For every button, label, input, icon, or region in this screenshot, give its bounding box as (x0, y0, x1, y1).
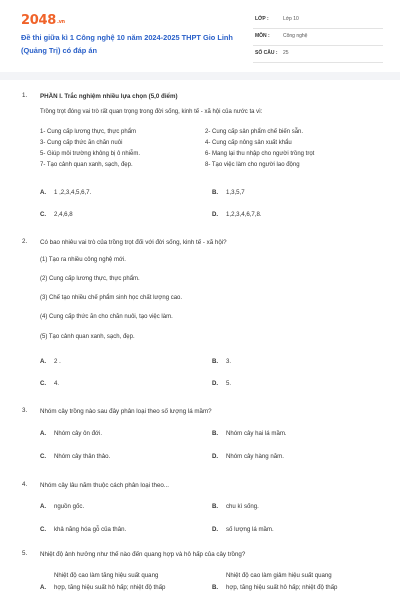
option-a[interactable]: A. 1 ,2,3,4,5,6,7. (40, 189, 92, 196)
option-c[interactable]: C. khả năng hóa gỗ của thân. (40, 526, 127, 533)
option-b[interactable]: B. Nhóm cây hai lá mầm. (212, 430, 287, 437)
document-title: Đề thi giữa kì 1 Công nghệ 10 năm 2024-2025 THPT Gio Linh (Quảng Trị) có đáp án (21, 33, 233, 55)
meta-value: 25 (283, 50, 289, 56)
option-b[interactable]: B. 3. (212, 358, 232, 365)
option-b[interactable]: B. 1,3,5,7 (212, 189, 245, 196)
option-c[interactable]: C. 2,4,6,8 (40, 211, 73, 218)
meta-label: MÔN : (255, 33, 270, 39)
site-logo[interactable]: $2048^{.vn}$ (21, 13, 65, 28)
meta-value: Lớp 10 (283, 16, 299, 22)
meta-label: SỐ CÂU : (255, 50, 278, 56)
page-header (0, 0, 400, 72)
option-a[interactable]: A. 2 . (40, 358, 61, 365)
list-item: 8- Tạo việc làm cho người lao động (205, 162, 300, 168)
list-item: 4- Cung cấp nông sản xuất khẩu (205, 140, 292, 146)
section-title: PHẦN I. Trắc nghiệm nhiều lựa chọn (5,0 điểm) (40, 93, 178, 100)
list-item: 2- Cung cấp sản phẩm chế biến sẵn. (205, 129, 304, 135)
question-number: 3. (22, 407, 28, 414)
question-number: 5. (22, 550, 28, 557)
option-d[interactable]: D. số lượng lá mầm. (212, 526, 274, 533)
list-item: 1- Cung cấp lương thực, thực phẩm (40, 129, 137, 135)
option-a[interactable]: A. nguồn gốc. (40, 503, 85, 510)
option-c[interactable]: C. 4. (40, 380, 60, 387)
question-text: Nhiệt độ ảnh hưởng như thế nào đến quang hợp và hô hấp của cây trồng? (40, 551, 246, 558)
document-meta (253, 14, 383, 65)
question-number: 1. (22, 92, 28, 99)
meta-value: Công nghệ (283, 33, 308, 39)
list-item: 3- Cung cấp thức ăn chăn nuôi (40, 140, 123, 146)
option-a[interactable]: A. Nhóm cây ôn đới. (40, 430, 103, 437)
question-number: 4. (22, 481, 28, 488)
statement: (2) Cung cấp lương thực, thực phẩm. (40, 276, 140, 282)
option-d[interactable]: D. 5. (212, 380, 232, 387)
meta-row-class (253, 14, 383, 29)
meta-label: LỚP : (255, 16, 269, 22)
list-item: 6- Mang lại thu nhập cho người trồng trọt (205, 151, 315, 157)
question-text: Trồng trọt đóng vai trò rất quan trọng trong đời sống, kinh tế - xã hội của nước ta vì: (40, 109, 263, 115)
question-text: Nhóm cây lâu năm thuộc cách phân loại theo... (40, 482, 169, 489)
question-text: Nhóm cây trồng nào sau đây phân loại theo số lượng lá mầm? (40, 408, 212, 415)
question-list: 1. PHẦN I. Trắc nghiệm nhiều lựa chọn (5,0 điểm) Trồng trọt đóng vai trò rất quan trọng trong đời sống, kinh tế - xã hội của nước ta vì: 1- Cung cấp lương thực, thực phẩm 2- Cung cấp sản phẩm chế biến sẵn. 3- Cung cấp thức ăn chăn nuôi 4- Cung cấp nông sản xuất khẩu 5- Giúp môi trường không bị ô nhiễm. 6- Mang lại thu nhập cho người trồng trọt 7- Tạo cảnh quan xanh, sạch, đẹp. 8- Tạo việc làm cho người lao động A. 1 ,2,3,4,5,6,7. B. 1,3,5,7 C. 2,4,6,8 D. 1,2,3,4,6,7,8. 2. Có bao nhiêu vai trò của trồng trọt đối với đời sống, kinh tế - xã hội? (1) Tạo ra nhiều công nghệ mới. (2) Cung cấp lương thực, thực phẩm. (3) Chế tạo nhiều chế phẩm sinh học chất lượng cao. (4) Cung cấp thức ăn cho chăn nuôi, tạo việc làm. (5) Tạo cảnh quan xanh, sạch, đẹp. A. 2 . B. 3. C. 4. D. 5. 3. Nhóm cây trồng nào sau đây phân loại theo số lượng lá mầm? A. Nhóm cây ôn đới. B. Nhóm cây hai lá mầm. C. Nhóm cây thân thảo. D. Nhóm cây hàng năm. 4. Nhóm cây lâu năm thuộc cách phân loại theo... A. nguồn gốc. B. chu kì sống. C. khả năng hóa gỗ của thân. D. số lượng lá mầm. 5. Nhiệt độ ảnh hưởng như thế nào đến quang hợp và hô hấp của cây trồng? Nhiệt độ cao làm tăng hiệu suất quang A. hợp, tăng hiệu suất hô hấp; nhiệt độ thấp Nhiệt độ cao làm giảm hiệu suất quang B. hợp, tăng hiệu suất hô hấp; nhiệt độ thấp (0, 80, 400, 600)
statement: (5) Tạo cảnh quan xanh, sạch, đẹp. (40, 334, 135, 340)
question-number: 2. (22, 238, 28, 245)
statement: (3) Chế tạo nhiều chế phẩm sinh học chất lượng cao. (40, 295, 183, 301)
option-d[interactable]: D. 1,2,3,4,6,7,8. (212, 211, 262, 218)
list-item: 7- Tạo cảnh quan xanh, sạch, đẹp. (40, 162, 133, 168)
option-c[interactable]: C. Nhóm cây thân thảo. (40, 453, 111, 460)
meta-row-subject (253, 31, 383, 46)
question-text: Có bao nhiêu vai trò của trồng trọt đối với đời sống, kinh tế - xã hội? (40, 239, 227, 246)
header-divider (0, 72, 400, 80)
option-b[interactable]: B. chu kì sống. (212, 503, 259, 510)
meta-row-count (253, 48, 383, 63)
statement: (4) Cung cấp thức ăn cho chăn nuôi, tạo việc làm. (40, 314, 173, 320)
list-item: 5- Giúp môi trường không bị ô nhiễm. (40, 151, 140, 157)
option-d[interactable]: D. Nhóm cây hàng năm. (212, 453, 284, 460)
statement: (1) Tạo ra nhiều công nghệ mới. (40, 257, 126, 263)
